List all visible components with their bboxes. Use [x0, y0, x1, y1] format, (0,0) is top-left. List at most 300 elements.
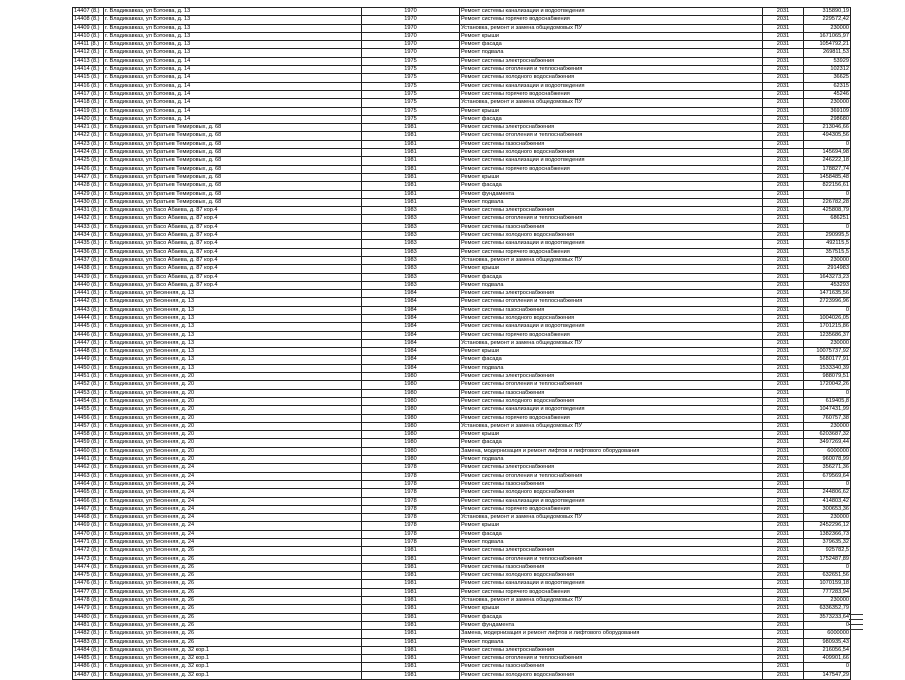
address-cell: г. Владикавказ, ул Васо Абаева, д. 87 кор.4	[104, 256, 362, 264]
row-number-cell: 14483 (8.)	[73, 638, 104, 646]
address-cell: г. Владикавказ, ул Весенняя, д. 24	[104, 472, 362, 480]
table-row	[73, 232, 851, 240]
work-type-cell: Ремонт системы холодного водоснабжения	[460, 489, 763, 497]
row-number-cell: 14476 (8.)	[73, 580, 104, 588]
address-cell: г. Владикавказ, ул Братьев Темировых, д. 68	[104, 173, 362, 181]
plan-year-cell: 2031	[763, 663, 804, 671]
cost-cell: 1382366,73	[804, 530, 851, 538]
row-number-cell: 14425 (8.)	[73, 157, 104, 165]
row-number-cell: 14440 (8.)	[73, 281, 104, 289]
work-type-cell: Ремонт фасада	[460, 41, 763, 49]
address-cell: г. Владикавказ, ул Весенняя, д. 26	[104, 605, 362, 613]
address-cell: г. Владикавказ, ул Весенняя, д. 26	[104, 613, 362, 621]
plan-year-cell: 2031	[763, 323, 804, 331]
build-year-cell: 1984	[362, 356, 460, 364]
cost-cell: 822156,61	[804, 182, 851, 190]
cost-cell: 1643273,23	[804, 273, 851, 281]
cost-cell: 369109	[804, 107, 851, 115]
row-number-cell: 14472 (8.)	[73, 547, 104, 555]
work-type-cell: Ремонт подвала	[460, 456, 763, 464]
address-cell: г. Владикавказ, ул Васо Абаева, д. 87 кор.4	[104, 232, 362, 240]
address-cell: г. Владикавказ, ул Весенняя, д. 24	[104, 522, 362, 530]
build-year-cell: 1981	[362, 663, 460, 671]
row-number-cell: 14456 (8.)	[73, 414, 104, 422]
build-year-cell: 1978	[362, 539, 460, 547]
table-row	[73, 563, 851, 571]
work-type-cell: Ремонт подвала	[460, 638, 763, 646]
work-type-cell: Установка, ремонт и замена общедомовых ПУ	[460, 24, 763, 32]
address-cell: г. Владикавказ, ул Весенняя, д. 24	[104, 539, 362, 547]
work-type-cell: Ремонт системы горячего водоснабжения	[460, 16, 763, 24]
work-type-cell: Ремонт фасада	[460, 613, 763, 621]
work-type-cell: Ремонт системы горячего водоснабжения	[460, 248, 763, 256]
build-year-cell: 1981	[362, 646, 460, 654]
table-row	[73, 165, 851, 173]
plan-year-cell: 2031	[763, 580, 804, 588]
work-type-cell: Ремонт системы электроснабжения	[460, 646, 763, 654]
plan-year-cell: 2031	[763, 539, 804, 547]
cost-cell: 10075737,92	[804, 348, 851, 356]
build-year-cell: 1984	[362, 314, 460, 322]
work-type-cell: Ремонт системы холодного водоснабжения	[460, 232, 763, 240]
cost-cell: 5680177,91	[804, 356, 851, 364]
build-year-cell: 1978	[362, 489, 460, 497]
build-year-cell: 1981	[362, 630, 460, 638]
plan-year-cell: 2031	[763, 331, 804, 339]
cost-cell: 0	[804, 663, 851, 671]
work-type-cell: Ремонт крыши	[460, 522, 763, 530]
cost-cell: 230000	[804, 99, 851, 107]
work-type-cell: Ремонт подвала	[460, 49, 763, 57]
build-year-cell: 1981	[362, 572, 460, 580]
address-cell: г. Владикавказ, ул Бэтоева, д. 13	[104, 16, 362, 24]
plan-year-cell: 2031	[763, 8, 804, 16]
plan-year-cell: 2031	[763, 240, 804, 248]
build-year-cell: 1970	[362, 16, 460, 24]
plan-year-cell: 2031	[763, 124, 804, 132]
address-cell: г. Владикавказ, ул Весенняя, д. 26	[104, 621, 362, 629]
work-type-cell: Ремонт системы канализации и водоотведения	[460, 157, 763, 165]
cost-cell: 300653,36	[804, 505, 851, 513]
address-cell: г. Владикавказ, ул Весенняя, д. 13	[104, 339, 362, 347]
work-type-cell: Ремонт системы электроснабжения	[460, 464, 763, 472]
address-cell: г. Владикавказ, ул Весенняя, д. 24	[104, 464, 362, 472]
plan-year-cell: 2031	[763, 339, 804, 347]
address-cell: г. Владикавказ, ул Бэтоева, д. 13	[104, 32, 362, 40]
row-number-cell: 14471 (8.)	[73, 539, 104, 547]
plan-year-cell: 2031	[763, 16, 804, 24]
work-type-cell: Установка, ремонт и замена общедомовых ПУ	[460, 256, 763, 264]
build-year-cell: 1983	[362, 240, 460, 248]
address-cell: г. Владикавказ, ул Весенняя, д. 26	[104, 547, 362, 555]
address-cell: г. Владикавказ, ул Братьев Темировых, д. 68	[104, 149, 362, 157]
work-type-cell: Ремонт фасада	[460, 356, 763, 364]
table-row	[73, 406, 851, 414]
cost-cell: 269811,53	[804, 49, 851, 57]
margin-mark	[849, 619, 863, 620]
address-cell: г. Владикавказ, ул Весенняя, д. 26	[104, 597, 362, 605]
address-cell: г. Владикавказ, ул Братьев Темировых, д. 68	[104, 132, 362, 140]
row-number-cell: 14430 (8.)	[73, 198, 104, 206]
table-row	[73, 621, 851, 629]
address-cell: г. Владикавказ, ул Бэтоева, д. 13	[104, 8, 362, 16]
build-year-cell: 1981	[362, 157, 460, 165]
build-year-cell: 1980	[362, 431, 460, 439]
work-type-cell: Ремонт системы газоснабжения	[460, 306, 763, 314]
address-cell: г. Владикавказ, ул Бэтоева, д. 14	[104, 57, 362, 65]
address-cell: г. Владикавказ, ул Бэтоева, д. 14	[104, 115, 362, 123]
plan-year-cell: 2031	[763, 547, 804, 555]
cost-cell: 230000	[804, 422, 851, 430]
build-year-cell: 1984	[362, 323, 460, 331]
work-type-cell: Ремонт системы холодного водоснабжения	[460, 314, 763, 322]
row-number-cell: 14437 (8.)	[73, 256, 104, 264]
row-number-cell: 14452 (8.)	[73, 381, 104, 389]
build-year-cell: 1981	[362, 165, 460, 173]
plan-year-cell: 2031	[763, 314, 804, 322]
work-type-cell: Установка, ремонт и замена общедомовых ПУ	[460, 99, 763, 107]
table-row	[73, 555, 851, 563]
work-type-cell: Ремонт системы отопления и теплоснабжения	[460, 381, 763, 389]
address-cell: г. Владикавказ, ул Весенняя, д. 24	[104, 489, 362, 497]
table-row	[73, 489, 851, 497]
address-cell: г. Владикавказ, ул Весенняя, д. 26	[104, 580, 362, 588]
work-type-cell: Ремонт системы горячего водоснабжения	[460, 588, 763, 596]
build-year-cell: 1981	[362, 182, 460, 190]
cost-cell: 1720042,26	[804, 381, 851, 389]
plan-year-cell: 2031	[763, 248, 804, 256]
row-number-cell: 14420 (8.)	[73, 115, 104, 123]
row-number-cell: 14443 (8.)	[73, 306, 104, 314]
address-cell: г. Владикавказ, ул Братьев Темировых, д. 68	[104, 182, 362, 190]
row-number-cell: 14450 (8.)	[73, 364, 104, 372]
plan-year-cell: 2031	[763, 165, 804, 173]
build-year-cell: 1981	[362, 655, 460, 663]
plan-year-cell: 2031	[763, 99, 804, 107]
address-cell: г. Владикавказ, ул Весенняя, д. 24	[104, 480, 362, 488]
address-cell: г. Владикавказ, ул Весенняя, д. 26	[104, 638, 362, 646]
plan-year-cell: 2031	[763, 190, 804, 198]
plan-year-cell: 2031	[763, 555, 804, 563]
plan-year-cell: 2031	[763, 256, 804, 264]
plan-year-cell: 2031	[763, 32, 804, 40]
table-row	[73, 190, 851, 198]
plan-year-cell: 2031	[763, 57, 804, 65]
plan-year-cell: 2031	[763, 447, 804, 455]
row-number-cell: 14419 (8.)	[73, 107, 104, 115]
cost-cell: 1458485,48	[804, 173, 851, 181]
table-row	[73, 464, 851, 472]
plan-year-cell: 2031	[763, 464, 804, 472]
address-cell: г. Владикавказ, ул Бэтоева, д. 14	[104, 74, 362, 82]
build-year-cell: 1984	[362, 348, 460, 356]
row-number-cell: 14463 (8.)	[73, 472, 104, 480]
build-year-cell: 1978	[362, 522, 460, 530]
cost-cell: 36625	[804, 74, 851, 82]
work-type-cell: Ремонт системы газоснабжения	[460, 480, 763, 488]
address-cell: г. Владикавказ, ул Весенняя, д. 20	[104, 447, 362, 455]
plan-year-cell: 2031	[763, 439, 804, 447]
table-row	[73, 298, 851, 306]
cost-cell: 1070159,18	[804, 580, 851, 588]
work-type-cell: Ремонт фасада	[460, 115, 763, 123]
plan-year-cell: 2031	[763, 140, 804, 148]
table-row	[73, 32, 851, 40]
table-row	[73, 66, 851, 74]
table-row	[73, 356, 851, 364]
work-type-cell: Ремонт системы канализации и водоотведения	[460, 497, 763, 505]
table-row	[73, 539, 851, 547]
address-cell: г. Владикавказ, ул Весенняя, д. 20	[104, 456, 362, 464]
plan-year-cell: 2031	[763, 149, 804, 157]
build-year-cell: 1975	[362, 107, 460, 115]
table-row	[73, 99, 851, 107]
work-type-cell: Ремонт системы отопления и теплоснабжения	[460, 66, 763, 74]
table-row	[73, 431, 851, 439]
address-cell: г. Владикавказ, ул Васо Абаева, д. 87 кор.4	[104, 240, 362, 248]
works-table-body	[73, 8, 851, 680]
build-year-cell: 1975	[362, 57, 460, 65]
table-row	[73, 530, 851, 538]
build-year-cell: 1984	[362, 331, 460, 339]
cost-cell: 1701215,86	[804, 323, 851, 331]
row-number-cell: 14413 (8.)	[73, 57, 104, 65]
table-row	[73, 82, 851, 90]
row-number-cell: 14422 (8.)	[73, 132, 104, 140]
address-cell: г. Владикавказ, ул Весенняя, д. 13	[104, 323, 362, 331]
table-row	[73, 290, 851, 298]
plan-year-cell: 2031	[763, 298, 804, 306]
address-cell: г. Владикавказ, ул Весенняя, д. 32 кор.1	[104, 663, 362, 671]
address-cell: г. Владикавказ, ул Васо Абаева, д. 87 кор.4	[104, 248, 362, 256]
cost-cell: 960078,99	[804, 456, 851, 464]
plan-year-cell: 2031	[763, 232, 804, 240]
address-cell: г. Владикавказ, ул Бэтоева, д. 14	[104, 82, 362, 90]
cost-cell: 1047431,99	[804, 406, 851, 414]
cost-cell: 1671065,97	[804, 32, 851, 40]
work-type-cell: Ремонт подвала	[460, 281, 763, 289]
work-type-cell: Ремонт подвала	[460, 364, 763, 372]
work-type-cell: Ремонт системы отопления и теплоснабжения	[460, 298, 763, 306]
cost-cell: 230000	[804, 256, 851, 264]
row-number-cell: 14433 (8.)	[73, 223, 104, 231]
address-cell: г. Владикавказ, ул Весенняя, д. 20	[104, 414, 362, 422]
plan-year-cell: 2031	[763, 389, 804, 397]
cost-cell: 1471635,56	[804, 290, 851, 298]
row-number-cell: 14484 (8.)	[73, 646, 104, 654]
table-row	[73, 364, 851, 372]
build-year-cell: 1970	[362, 24, 460, 32]
row-number-cell: 14460 (8.)	[73, 447, 104, 455]
cost-cell: 244806,62	[804, 489, 851, 497]
row-number-cell: 14407 (8.)	[73, 8, 104, 16]
work-type-cell: Ремонт системы газоснабжения	[460, 389, 763, 397]
work-type-cell: Ремонт крыши	[460, 605, 763, 613]
plan-year-cell: 2031	[763, 132, 804, 140]
row-number-cell: 14424 (8.)	[73, 149, 104, 157]
work-type-cell: Ремонт системы газоснабжения	[460, 663, 763, 671]
build-year-cell: 1981	[362, 638, 460, 646]
address-cell: г. Владикавказ, ул Васо Абаева, д. 87 кор.4	[104, 273, 362, 281]
cost-cell: 226782,28	[804, 198, 851, 206]
row-number-cell: 14446 (8.)	[73, 331, 104, 339]
table-row	[73, 605, 851, 613]
table-row	[73, 115, 851, 123]
row-number-cell: 14436 (8.)	[73, 248, 104, 256]
build-year-cell: 1981	[362, 588, 460, 596]
work-type-cell: Ремонт системы канализации и водоотведения	[460, 82, 763, 90]
row-number-cell: 14441 (8.)	[73, 290, 104, 298]
build-year-cell: 1980	[362, 373, 460, 381]
build-year-cell: 1978	[362, 464, 460, 472]
plan-year-cell: 2031	[763, 66, 804, 74]
work-type-cell: Ремонт системы электроснабжения	[460, 290, 763, 298]
address-cell: г. Владикавказ, ул Братьев Темировых, д. 68	[104, 140, 362, 148]
cost-cell: 2452296,12	[804, 522, 851, 530]
row-number-cell: 14486 (8.)	[73, 663, 104, 671]
row-number-cell: 14475 (8.)	[73, 572, 104, 580]
cost-cell: 356271,36	[804, 464, 851, 472]
cost-cell: 230000	[804, 597, 851, 605]
margin-mark	[849, 629, 863, 630]
address-cell: г. Владикавказ, ул Весенняя, д. 26	[104, 563, 362, 571]
cost-cell: 379635,32	[804, 539, 851, 547]
build-year-cell: 1981	[362, 580, 460, 588]
table-row	[73, 339, 851, 347]
plan-year-cell: 2031	[763, 530, 804, 538]
table-row	[73, 314, 851, 322]
address-cell: г. Владикавказ, ул Весенняя, д. 20	[104, 439, 362, 447]
plan-year-cell: 2031	[763, 173, 804, 181]
build-year-cell: 1981	[362, 605, 460, 613]
table-row	[73, 588, 851, 596]
table-row	[73, 447, 851, 455]
row-number-cell: 14426 (8.)	[73, 165, 104, 173]
address-cell: г. Владикавказ, ул Весенняя, д. 20	[104, 389, 362, 397]
work-type-cell: Замена, модернизация и ремонт лифтов и лифтового оборудования	[460, 630, 763, 638]
table-row	[73, 182, 851, 190]
plan-year-cell: 2031	[763, 522, 804, 530]
table-row	[73, 157, 851, 165]
address-cell: г. Владикавказ, ул Васо Абаева, д. 87 кор.4	[104, 215, 362, 223]
table-row	[73, 646, 851, 654]
build-year-cell: 1984	[362, 339, 460, 347]
cost-cell: 1235686,37	[804, 331, 851, 339]
plan-year-cell: 2031	[763, 182, 804, 190]
cost-cell: 315890,19	[804, 8, 851, 16]
address-cell: г. Владикавказ, ул Васо Абаева, д. 87 кор.4	[104, 265, 362, 273]
work-type-cell: Ремонт системы газоснабжения	[460, 563, 763, 571]
plan-year-cell: 2031	[763, 24, 804, 32]
table-row	[73, 132, 851, 140]
address-cell: г. Владикавказ, ул Весенняя, д. 24	[104, 530, 362, 538]
build-year-cell: 1983	[362, 273, 460, 281]
table-row	[73, 41, 851, 49]
table-row	[73, 16, 851, 24]
work-type-cell: Ремонт системы горячего водоснабжения	[460, 331, 763, 339]
work-type-cell: Ремонт системы электроснабжения	[460, 547, 763, 555]
build-year-cell: 1978	[362, 530, 460, 538]
table-row	[73, 580, 851, 588]
build-year-cell: 1980	[362, 422, 460, 430]
cost-cell: 409901,66	[804, 655, 851, 663]
work-type-cell: Ремонт системы отопления и теплоснабжения	[460, 555, 763, 563]
row-number-cell: 14477 (8.)	[73, 588, 104, 596]
row-number-cell: 14448 (8.)	[73, 348, 104, 356]
address-cell: г. Владикавказ, ул Весенняя, д. 24	[104, 497, 362, 505]
row-number-cell: 14479 (8.)	[73, 605, 104, 613]
address-cell: г. Владикавказ, ул Весенняя, д. 32 кор.1	[104, 655, 362, 663]
build-year-cell: 1984	[362, 290, 460, 298]
cost-cell: 62315	[804, 82, 851, 90]
build-year-cell: 1980	[362, 397, 460, 405]
address-cell: г. Владикавказ, ул Весенняя, д. 26	[104, 630, 362, 638]
table-row	[73, 207, 851, 215]
work-type-cell: Ремонт системы газоснабжения	[460, 223, 763, 231]
table-row	[73, 124, 851, 132]
cost-cell: 230000	[804, 339, 851, 347]
row-number-cell: 14461 (8.)	[73, 456, 104, 464]
work-type-cell: Ремонт подвала	[460, 539, 763, 547]
plan-year-cell: 2031	[763, 223, 804, 231]
cost-cell: 2914983	[804, 265, 851, 273]
plan-year-cell: 2031	[763, 414, 804, 422]
build-year-cell: 1981	[362, 140, 460, 148]
cost-cell: 230000	[804, 24, 851, 32]
work-type-cell: Ремонт фасада	[460, 530, 763, 538]
build-year-cell: 1981	[362, 563, 460, 571]
build-year-cell: 1983	[362, 232, 460, 240]
cost-cell: 213046,66	[804, 124, 851, 132]
cost-cell: 494305,56	[804, 132, 851, 140]
work-type-cell: Ремонт системы электроснабжения	[460, 124, 763, 132]
table-row	[73, 223, 851, 231]
plan-year-cell: 2031	[763, 646, 804, 654]
row-number-cell: 14427 (8.)	[73, 173, 104, 181]
plan-year-cell: 2031	[763, 514, 804, 522]
row-number-cell: 14465 (8.)	[73, 489, 104, 497]
build-year-cell: 1970	[362, 8, 460, 16]
build-year-cell: 1981	[362, 671, 460, 679]
table-row	[73, 547, 851, 555]
row-number-cell: 14417 (8.)	[73, 90, 104, 98]
table-row	[73, 373, 851, 381]
build-year-cell: 1981	[362, 621, 460, 629]
build-year-cell: 1981	[362, 597, 460, 605]
plan-year-cell: 2031	[763, 157, 804, 165]
row-number-cell: 14482 (8.)	[73, 630, 104, 638]
plan-year-cell: 2031	[763, 107, 804, 115]
address-cell: г. Владикавказ, ул Братьев Темировых, д. 68	[104, 124, 362, 132]
cost-cell: 102312	[804, 66, 851, 74]
plan-year-cell: 2031	[763, 563, 804, 571]
cost-cell: 414803,42	[804, 497, 851, 505]
cost-cell: 760757,38	[804, 414, 851, 422]
plan-year-cell: 2031	[763, 671, 804, 679]
work-type-cell: Установка, ремонт и замена общедомовых ПУ	[460, 597, 763, 605]
build-year-cell: 1983	[362, 265, 460, 273]
cost-cell: 1533340,39	[804, 364, 851, 372]
plan-year-cell: 2031	[763, 207, 804, 215]
table-row	[73, 107, 851, 115]
work-type-cell: Ремонт системы электроснабжения	[460, 57, 763, 65]
plan-year-cell: 2031	[763, 497, 804, 505]
address-cell: г. Владикавказ, ул Весенняя, д. 13	[104, 348, 362, 356]
cost-cell: 492115,5	[804, 240, 851, 248]
address-cell: г. Владикавказ, ул Весенняя, д. 26	[104, 572, 362, 580]
plan-year-cell: 2031	[763, 49, 804, 57]
address-cell: г. Владикавказ, ул Васо Абаева, д. 87 кор.4	[104, 281, 362, 289]
